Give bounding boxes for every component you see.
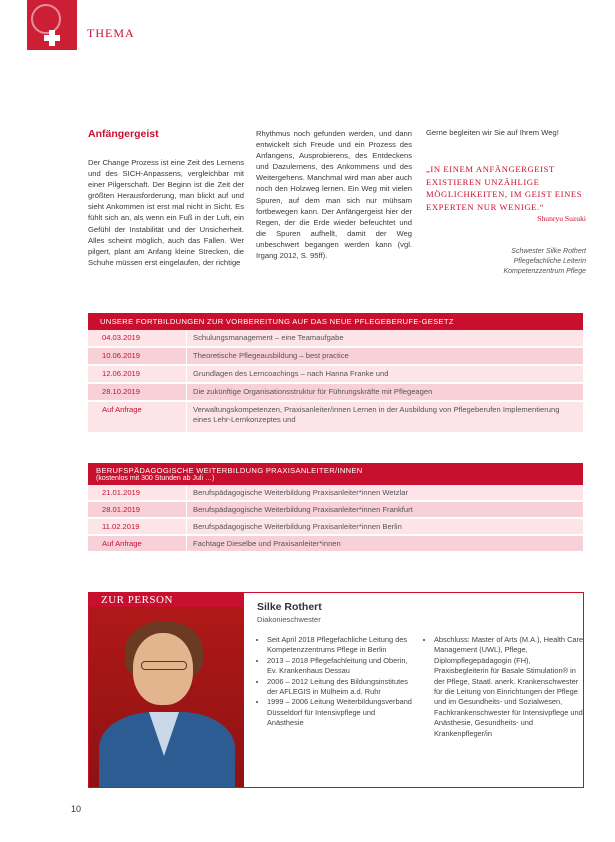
table-header: UNSERE FORTBILDUNGEN ZUR VORBEREITUNG AUF DAS NEUE PFLEGEBERUFE-GESETZ bbox=[88, 313, 583, 330]
row-title: Verwaltungskompetenzen, Praxisanleiter/innen Lernen in der Ausbildung von Pflegeberufen Implementierung eines Lehr-Lernkonzeptes und bbox=[186, 402, 583, 432]
row-title: Fachtage Dieselbe und Praxisanleiter*innen bbox=[186, 536, 583, 551]
row-date: 10.06.2019 bbox=[102, 351, 141, 360]
list-item: • 1999 – 2006 Leitung Weiterbildungsverband Düsseldorf für Intensivpflege und Anästhesie bbox=[267, 697, 412, 728]
table-subtitle: (kostenlos mit 300 Stunden ab Juli …) bbox=[96, 475, 215, 482]
row-title: Theoretische Pflegeausbildung – best practice bbox=[186, 348, 583, 364]
article-heading: Anfängergeist bbox=[88, 128, 159, 140]
row-date: 04.03.2019 bbox=[102, 333, 141, 342]
quote-text: „IN EINEM ANFÄNGERGEIST EXISTIEREN UNZÄHLIGE MÖGLICHKEITEN, IM GEIST EINES EXPERTEN NUR WENIGE.“ bbox=[426, 164, 583, 212]
row-title: Berufspädagogische Weiterbildung Praxisanleiter*innen Frankfurt bbox=[186, 502, 583, 517]
signature-block bbox=[426, 247, 586, 277]
table-row bbox=[88, 536, 583, 551]
table-row bbox=[88, 384, 583, 400]
article-text-1: Der Change Prozess ist eine Zeit des Lernens und des SICH-Anpassens, vergleichbar mit einer Pilgerschaft. Der Beginn ist die Zeit der größten Herausforderung, man blickt auf und sieht Ankommen ist erst mal nicht in Sicht. Es fühlt sich an, als wenn ein Fuß in der Luft, ein Gefühl der Instabilität und der Unsicherheit. Alles scheint möglich, auch das Fallen. Wer pilgert, plant am Anfang kleine Strecken, die Schuhe müssen erst eingelaufen, der richtige bbox=[88, 158, 244, 267]
list-item: • 2006 – 2012 Leitung des Bildungsinstitutes der AFLEGIS in Mülheim a.d. Ruhr bbox=[267, 677, 412, 698]
person-name: Silke Rothert bbox=[257, 601, 322, 613]
person-box bbox=[88, 592, 584, 788]
closing-line: Gerne begleiten wir Sie auf Ihrem Weg! bbox=[426, 128, 559, 137]
row-date: 21.01.2019 bbox=[102, 488, 141, 497]
logo-swirl-icon bbox=[31, 4, 61, 34]
page-number: 10 bbox=[71, 804, 82, 814]
row-title: Grundlagen des Lerncoachings – nach Hanna Franke und bbox=[186, 366, 583, 382]
row-title: Berufspädagogische Weiterbildung Praxisanleiter*innen Berlin bbox=[186, 519, 583, 534]
table-header bbox=[88, 463, 583, 485]
article-text-2: Rhythmus noch gefunden werden, und dann entwickelt sich Freude und ein Prozess des Anfangens, Ausprobierens, des Entdeckens und Dazulernens, des Ankommens und des Weitergehens. Manchmal wird man aber auch noch den Holzweg lernen. Ein Weg mit vielen Spuren, auf dem man sich nur mühsam fortbewegen kann. Der Anfängergeist hier der Regen, der die Erde wieder befeuchtet und die Spuren aufhellt, damit der Weg unbeschwert begangen werden kann (vgl. Irgang 2012, S. 95ff). bbox=[256, 129, 412, 261]
career-list bbox=[257, 635, 412, 729]
signature-line: Schwester Silke Rothert bbox=[511, 248, 586, 255]
table-row bbox=[88, 485, 583, 500]
person-role: Diakonieschwester bbox=[257, 615, 321, 624]
list-item: • Abschluss: Master of Arts (M.A.), Health Care Management (UWL), Pflege, Diplompflegepädagogin (FH), Praxisbegleiterin für Basale Stimulation® in der Pflege, Staatl. anerk. Krankenschwester für die Leitung von Einrichtungen der Pflege und im Gesundheits- und Sozialwesen, Fachkrankenschwester für Intensivpflege und Anästhesie, Gesundheits- und Krankenpfleger/in bbox=[434, 635, 584, 739]
table-row bbox=[88, 366, 583, 382]
article-column-2 bbox=[256, 128, 412, 261]
portrait-photo bbox=[89, 607, 244, 787]
training-table bbox=[88, 313, 583, 434]
quote-author: Shunryu Suzuki bbox=[537, 214, 586, 223]
row-title: Berufspädagogische Weiterbildung Praxisanleiter*innen Wetzlar bbox=[186, 485, 583, 500]
table-title: BERUFSPÄDAGOGISCHE WEITERBILDUNG PRAXISANLEITER/INNEN bbox=[96, 466, 363, 475]
list-item: • 2013 – 2018 Pflegefachleitung und Oberin, Ev. Krankenhaus Dessau bbox=[267, 656, 412, 677]
row-date: Auf Anfrage bbox=[102, 539, 142, 548]
training-table-2 bbox=[88, 463, 583, 553]
row-date: 28.10.2019 bbox=[102, 387, 141, 396]
row-title: Die zukünftige Organisationsstruktur für Führungskräfte mit Pflegeagen bbox=[186, 384, 583, 400]
row-date: 28.01.2019 bbox=[102, 505, 141, 514]
table-row bbox=[88, 519, 583, 534]
section-title: THEMA bbox=[87, 26, 135, 40]
pull-quote bbox=[426, 163, 586, 223]
signature-line: Pflegefachliche Leiterin bbox=[513, 258, 586, 265]
table-row bbox=[88, 402, 583, 432]
table-row bbox=[88, 330, 583, 346]
brand-logo bbox=[27, 0, 77, 50]
row-title: Schulungsmanagement – eine Teamaufgabe bbox=[186, 330, 583, 346]
person-label: ZUR PERSON bbox=[89, 593, 244, 607]
article-column-3 bbox=[426, 128, 586, 277]
table-row bbox=[88, 502, 583, 517]
list-item: • Seit April 2018 Pflegefachliche Leitung des Kompetenzzentrums Pflege in Berlin bbox=[267, 635, 412, 656]
row-date: Auf Anfrage bbox=[102, 405, 142, 414]
row-date: 12.06.2019 bbox=[102, 369, 141, 378]
table-row bbox=[88, 348, 583, 364]
qualification-list bbox=[424, 635, 584, 739]
row-date: 11.02.2019 bbox=[102, 522, 140, 531]
signature-line: Kompetenzzentrum Pflege bbox=[503, 268, 586, 275]
article-column-1 bbox=[88, 128, 244, 268]
